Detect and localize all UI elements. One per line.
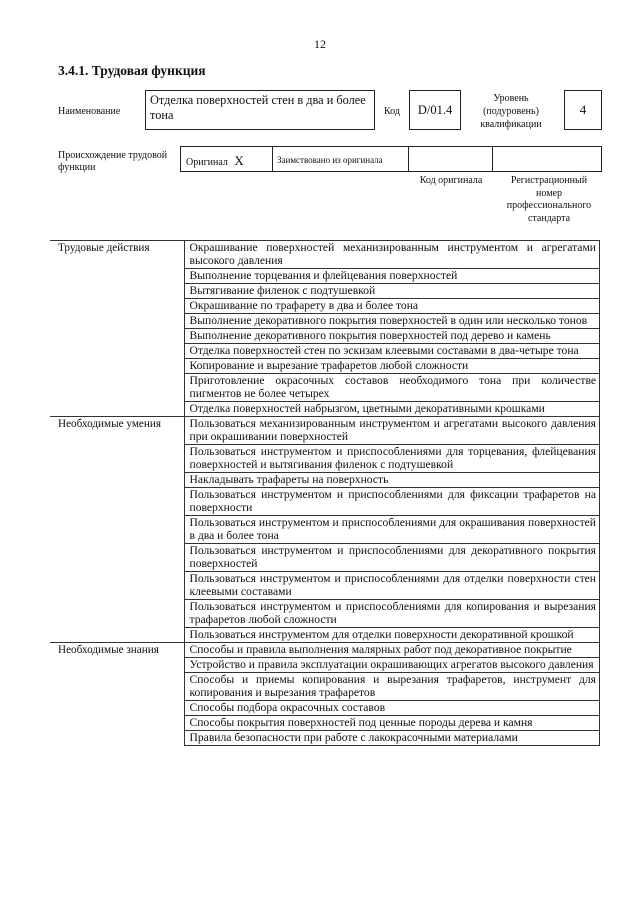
list-item: Пользоваться инструментом и приспособлениями для торцевания, флейцевания поверхностей и вытягивания филенок с подтушевкой — [184, 445, 600, 473]
origin-label: Происхождение трудовой функции — [58, 150, 168, 173]
code-label: Код — [384, 106, 400, 117]
list-item: Пользоваться инструментом и приспособлениями для фиксации трафаретов на поверхности — [184, 488, 600, 516]
name-value: Отделка поверхностей стен в два и более тона — [150, 93, 366, 122]
list-item: Отделка поверхностей стен по эскизам клеевыми составами в два-четыре тона — [184, 344, 600, 359]
section-title-cell: Необходимые знания — [50, 643, 184, 746]
list-item: Выполнение торцевания и флейцевания поверхностей — [184, 269, 600, 284]
section-title-cell: Необходимые умения — [50, 417, 184, 643]
level-label: Уровень (подуровень) квалификации — [480, 93, 542, 130]
list-item: Пользоваться инструментом и приспособлениями для окрашивания поверхностей в два и более тона — [184, 516, 600, 544]
section-title: 3.4.1. Трудовая функция — [58, 63, 206, 78]
code-value: D/01.4 — [417, 103, 453, 117]
list-item: Способы и приемы копирования и вырезания трафаретов, инструмент для копирования и вырезания трафаретов — [184, 673, 600, 701]
section-title-cell: Трудовые действия — [50, 241, 184, 417]
list-item: Способы покрытия поверхностей под ценные породы дерева и камня — [184, 716, 600, 731]
list-item: Пользоваться инструментом и приспособлениями для декоративного покрытия поверхностей — [184, 544, 600, 572]
list-item: Способы и правила выполнения малярных работ под декоративное покрытие — [184, 643, 600, 658]
list-item: Пользоваться инструментом и приспособлениями для отделки поверхности стен клеевыми составами — [184, 572, 600, 600]
function-table — [50, 240, 600, 746]
list-item: Способы подбора окрасочных составов — [184, 701, 600, 716]
list-item: Окрашивание по трафарету в два и более тона — [184, 299, 600, 314]
list-item: Правила безопасности при работе с лакокрасочными материалами — [184, 731, 600, 746]
level-value-box — [564, 90, 602, 130]
origin-divider-3 — [492, 146, 493, 172]
list-item: Приготовление окрасочных составов необходимого тона при количестве пигментов не более четырех — [184, 374, 600, 402]
list-item: Устройство и правила эксплуатации окрашивающих агрегатов высокого давления — [184, 658, 600, 673]
list-item: Выполнение декоративного покрытия поверхностей под дерево и камень — [184, 329, 600, 344]
table-row — [50, 417, 600, 445]
list-item: Пользоваться инструментом для отделки поверхности декоративной крошкой — [184, 628, 600, 643]
name-value-box — [145, 90, 375, 130]
list-item: Окрашивание поверхностей механизированным инструментом и агрегатами высокого давления — [184, 241, 600, 269]
code-original-caption: Код оригинала — [419, 175, 483, 186]
list-item: Пользоваться механизированным инструментом и агрегатами высокого давления при окрашивании поверхностей — [184, 417, 600, 445]
reg-number-caption: Регистрационный номер профессионального стандарта — [506, 175, 592, 224]
origin-divider-1 — [272, 146, 273, 172]
code-value-box — [409, 90, 461, 130]
list-item: Копирование и вырезание трафаретов любой сложности — [184, 359, 600, 374]
list-item: Выполнение декоративного покрытия поверхностей в один или несколько тонов — [184, 314, 600, 329]
table-row — [50, 241, 600, 269]
table-row — [50, 643, 600, 658]
level-value: 4 — [579, 102, 587, 117]
list-item: Вытягивание филенок с подтушевкой — [184, 284, 600, 299]
list-item: Пользоваться инструментом и приспособлениями для копирования и вырезания трафаретов любой сложности — [184, 600, 600, 628]
original-mark: X — [234, 153, 244, 168]
original-option — [186, 153, 244, 169]
list-item: Накладывать трафареты на поверхность — [184, 473, 600, 488]
origin-divider-2 — [408, 146, 409, 172]
list-item: Отделка поверхностей набрызгом, цветными декоративными крошками — [184, 402, 600, 417]
borrowed-label: Заимствовано из оригинала — [277, 155, 383, 165]
original-label: Оригинал — [186, 157, 228, 168]
name-label: Наименование — [58, 106, 121, 117]
page-number: 12 — [314, 37, 326, 51]
